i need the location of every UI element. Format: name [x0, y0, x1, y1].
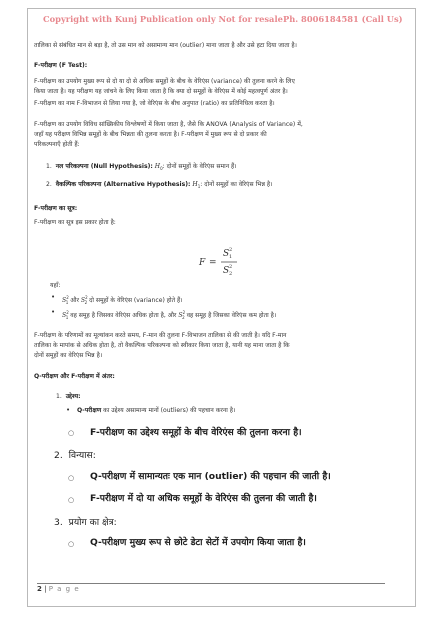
- bullet-item: $S^2_1$ वह समूह है जिसका वेरिएंस अधिक होता है, और $S^2_2$ वह समूह है जिसका वेरिएंस कम होता है।: [62, 310, 277, 321]
- circle-bullet-icon: ○: [68, 429, 75, 437]
- copyright-watermark: [36, 9, 408, 27]
- circle-bullet-icon: ○: [68, 474, 75, 482]
- circle-bullet-icon: ○: [68, 540, 75, 548]
- list-item: Q-परीक्षण मुख्य रूप से छोटे डेटा सेटों में उपयोग किया जाता है।: [90, 537, 306, 548]
- svg-text:2: 2: [229, 247, 233, 253]
- watermark-text: Copyright with Kunj Publication only Not for resale: [43, 14, 283, 24]
- paragraph-line: F-परीक्षण का सूत्र इस प्रकार होता है:: [34, 219, 116, 226]
- watermark-phone: Ph. 8006184581 (Call Us): [283, 14, 403, 24]
- subsection-scope: 3. प्रयोग का क्षेत्र:: [54, 517, 117, 528]
- list-item: Q-परीक्षण का उद्देश्य असामान्य मानों (outliers) की पहचान करना है।: [77, 407, 236, 414]
- paragraph-line: दोनों समूहों का वेरिएंस भिन्न है।: [34, 352, 103, 359]
- bullet-icon: •: [66, 406, 71, 414]
- svg-text:2: 2: [229, 271, 233, 277]
- circle-bullet-icon: ○: [68, 496, 75, 504]
- svg-text:S: S: [223, 249, 230, 259]
- paragraph-line: F-परीक्षण का नाम F-विभाजन से लिया गया है, जो वेरिएंस के बीच अनुपात (ratio) का प्रतिनिधित्व करता है।: [34, 100, 275, 107]
- formula-graphic: [197, 244, 257, 280]
- list-item: F-परीक्षण का उद्देश्य समूहों के बीच वेरिएंस की तुलना करना है।: [90, 427, 302, 438]
- page-footer: 2 | P a g e: [37, 585, 80, 593]
- svg-text:F: F: [199, 258, 206, 268]
- section-heading-f-test: F-परीक्षण (F Test):: [34, 62, 88, 69]
- list-item: Q-परीक्षण में सामान्यतः एक मान (outlier) की पहचान की जाती है।: [90, 471, 331, 482]
- svg-text:1: 1: [229, 254, 233, 260]
- svg-text:=: =: [209, 258, 217, 268]
- paragraph-line: F-परीक्षण का उपयोग विविध सांख्यिकीय विश्लेषणों में किया जाता है, जैसे कि ANOVA (Analysis of Variance) में,: [34, 121, 303, 128]
- subsection-design: 2. विन्यास:: [54, 450, 96, 461]
- bullet-icon: •: [51, 293, 56, 301]
- f-formula: [197, 244, 257, 284]
- footer-divider: [37, 583, 385, 584]
- subsection-purpose: 1. उद्देश्य:: [56, 393, 81, 400]
- svg-text:S: S: [223, 266, 230, 276]
- hypothesis-null: 1. नल परिकल्पना (Null Hypothesis): $H_0$: दोनों समूहों के वेरिएंस समान हैं।: [46, 163, 237, 172]
- section-heading-difference: Q-परीक्षण और F-परीक्षण में अंतर:: [34, 373, 115, 380]
- where-label: यहाँ:: [50, 282, 61, 289]
- paragraph-line: F-परीक्षण के परिणामों का मूल्यांकन करते समय, F-मान की तुलना F-विभाजन तालिका से की जाती है। यदि F-मान: [34, 332, 287, 339]
- paragraph-line: जहाँ यह परीक्षण विभिन्न समूहों के बीच भिन्नता की तुलना करता है। F-परीक्षण में मुख्य रूप से दो प्रकार की: [34, 131, 267, 138]
- hypothesis-alternative: 2. वैकल्पिक परिकल्पना (Alternative Hypothesis): $H_1$: दोनों समूहों का वेरिएंस भिन्न है।: [46, 181, 273, 190]
- page-number: 2: [37, 585, 42, 593]
- paragraph-line: किया जाता है। यह परीक्षण यह जांचने के लिए किया जाता है कि क्या दो समूहों के वेरिएंस में कोई महत्वपूर्ण अंतर है।: [34, 88, 288, 95]
- bullet-item: $S^2_1$ और $S^2_2$ दो समूहों के वेरिएंस (variance) होते हैं।: [62, 295, 183, 306]
- paragraph-line: तालिका के मापांक से अधिक होता है, तो वैकल्पिक परिकल्पना को स्वीकार किया जाता है, यानी यह माना जाता है कि: [34, 342, 290, 349]
- page-label: P a g e: [48, 585, 80, 593]
- paragraph-line: परिकल्पनाएँ होती हैं:: [34, 141, 80, 148]
- bullet-icon: •: [51, 308, 56, 316]
- section-heading-formula: F-परीक्षण का सूत्र:: [34, 205, 78, 212]
- list-item: F-परीक्षण में दो या अधिक समूहों के वेरिएंस की तुलना की जाती है।: [90, 493, 317, 504]
- svg-text:2: 2: [229, 264, 233, 270]
- paragraph-line: F-परीक्षण का उपयोग मुख्य रूप से दो या दो से अधिक समूहों के बीच के वेरिएंस (variance) की तुलना करने के लिए: [34, 78, 295, 85]
- paragraph-line: तालिका से संबंधित मान से बड़ा है, तो उस मान को असामान्य मान (outlier) माना जाता है और उसे हटा दिया जाता है।: [34, 42, 297, 49]
